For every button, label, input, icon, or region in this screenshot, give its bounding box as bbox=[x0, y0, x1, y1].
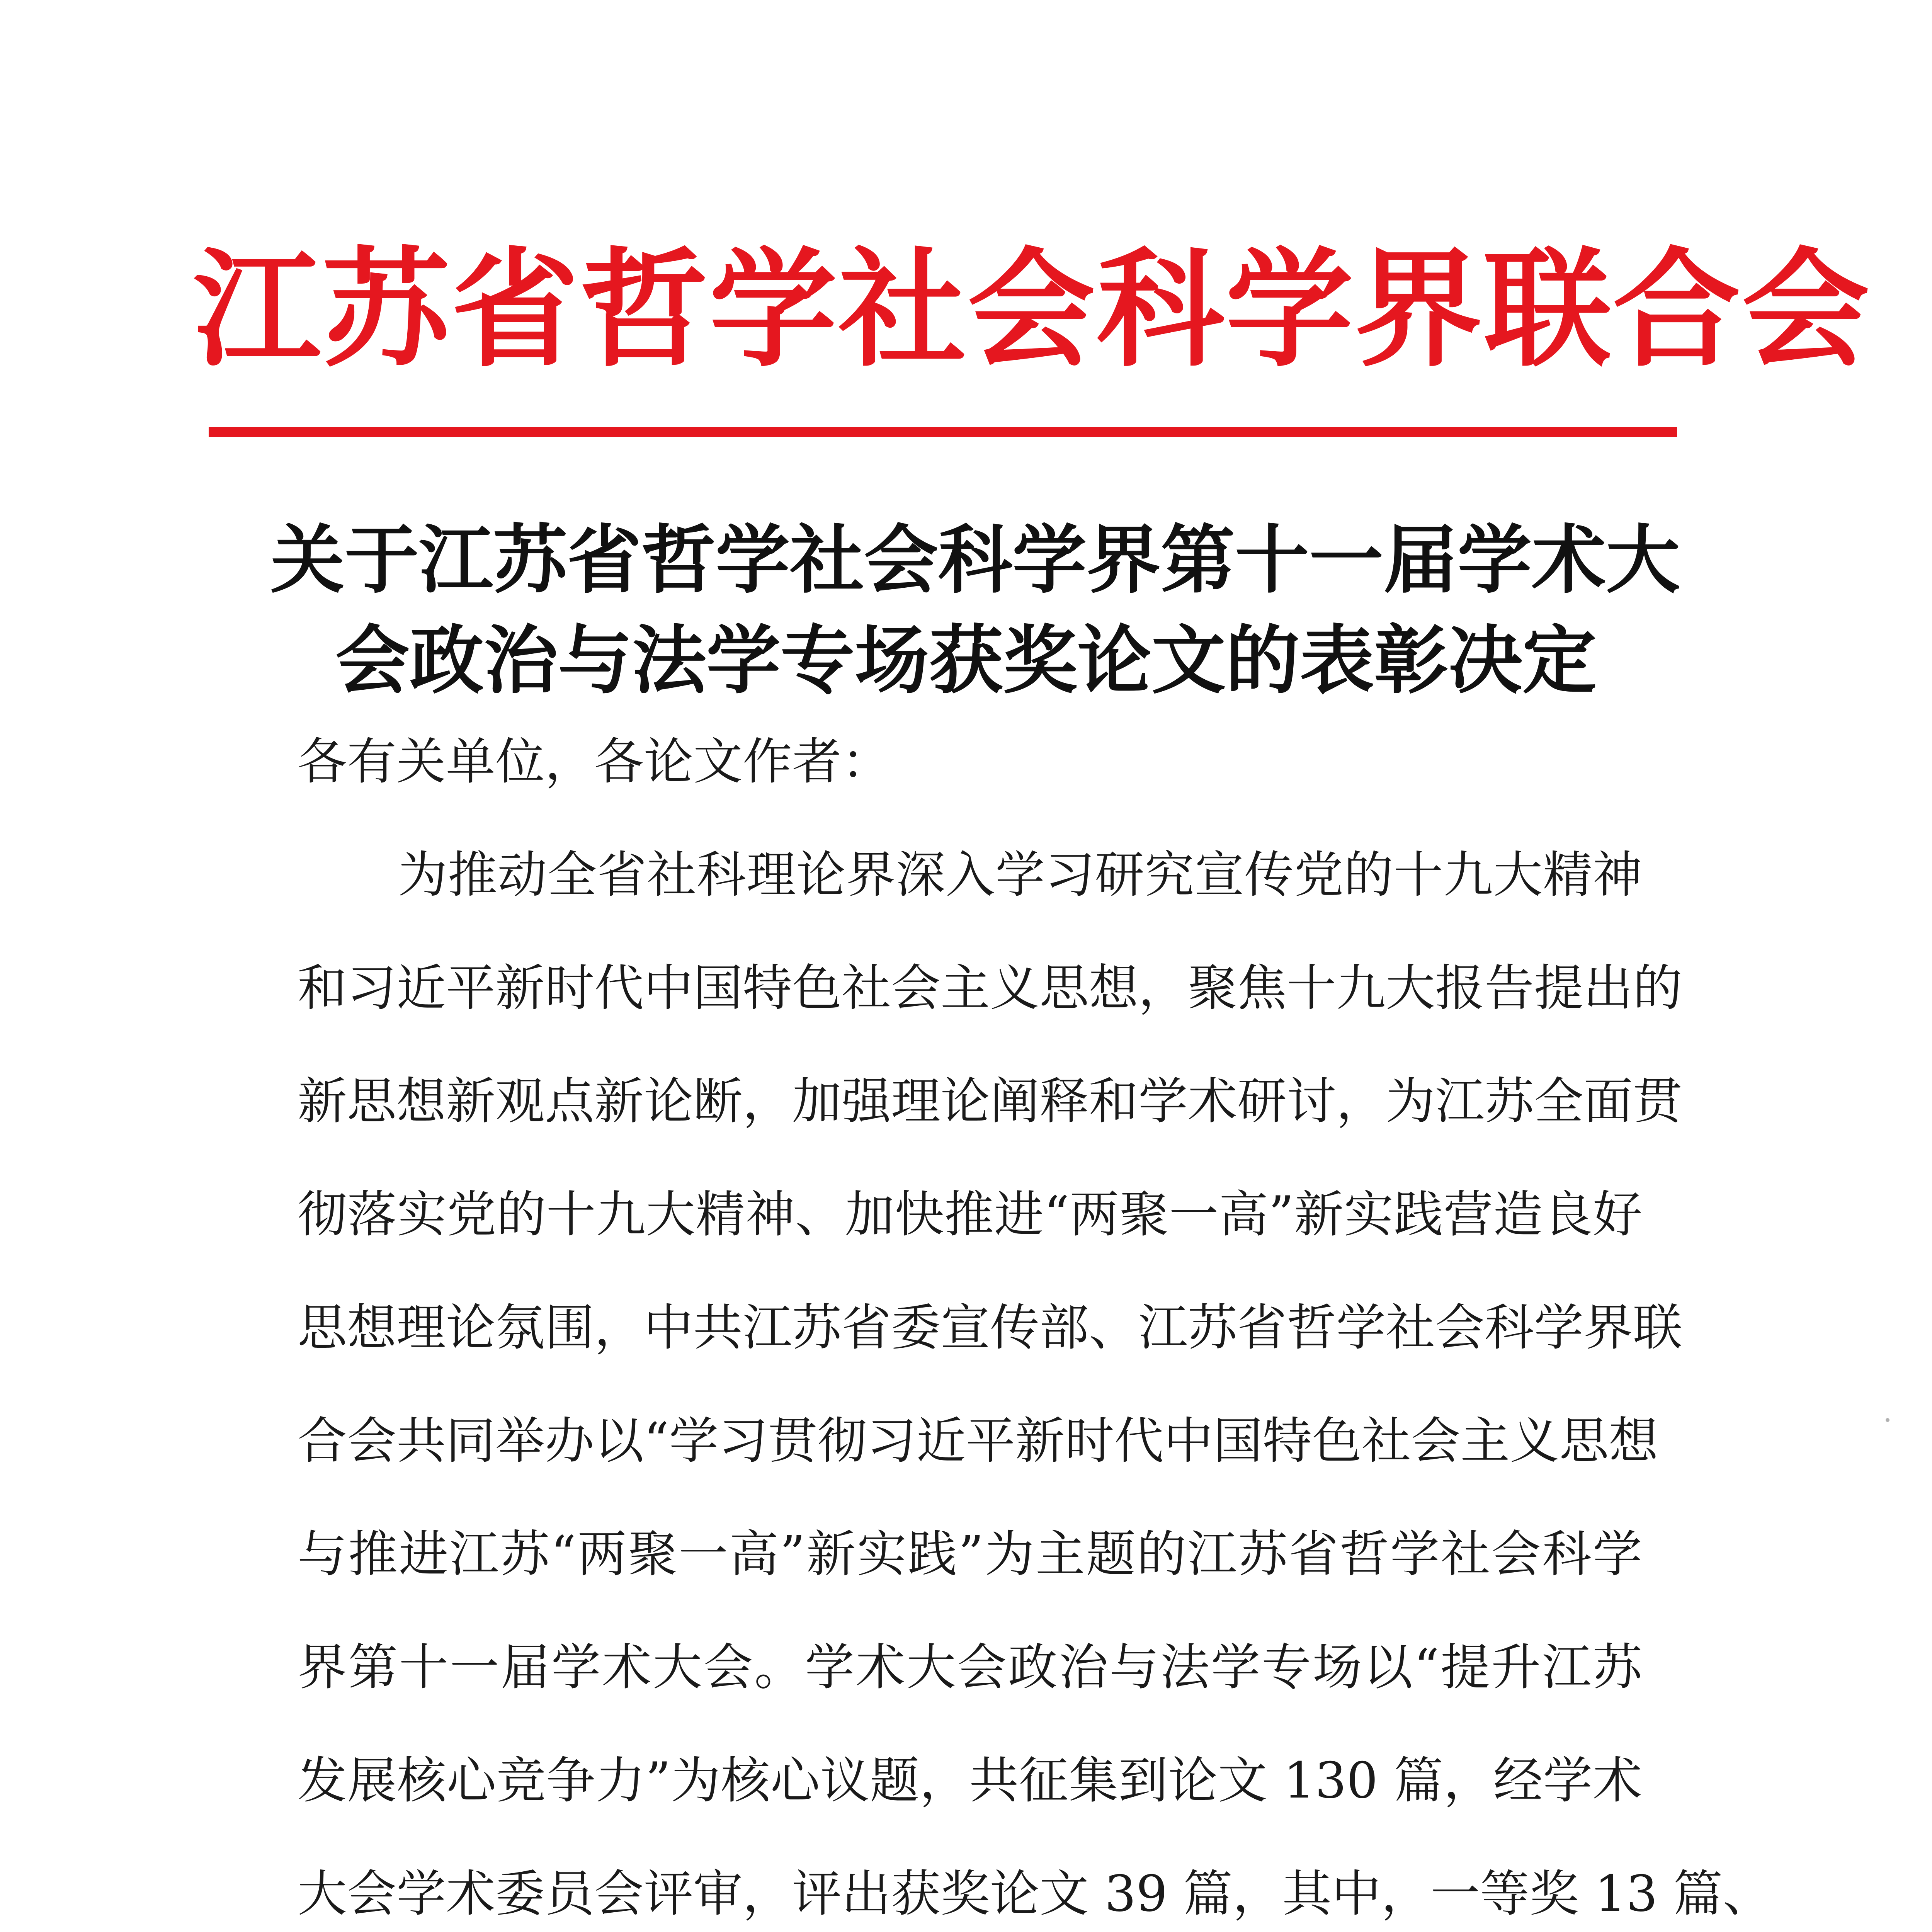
document-title-line-1: 关于江苏省哲学社会科学界第十一届学术大 bbox=[270, 517, 1680, 604]
body-line: 界第十一届学术大会。学术大会政治与法学专场以“提升江苏 bbox=[298, 1639, 1642, 1696]
body-line: 合会共同举办以“学习贯彻习近平新时代中国特色社会主义思想 bbox=[298, 1412, 1658, 1470]
body-line: 彻落实党的十九大精神、加快推进“两聚一高”新实践营造良好 bbox=[298, 1186, 1642, 1243]
body-line: 发展核心竞争力”为核心议题，共征集到论文 130 篇，经学术 bbox=[298, 1752, 1642, 1810]
body-line: 新思想新观点新论断，加强理论阐释和学术研讨，为江苏全面贯 bbox=[298, 1073, 1683, 1130]
body-line: 与推进江苏“两聚一高”新实践”为主题的江苏省哲学社会科学 bbox=[298, 1526, 1642, 1583]
document-body bbox=[298, 705, 1772, 1932]
salutation: 各有关单位，各论文作者： bbox=[298, 733, 891, 791]
body-line: 为推动全省社科理论界深入学习研究宣传党的十九大精神 bbox=[398, 846, 1642, 904]
body-line: 和习近平新时代中国特色社会主义思想，聚焦十九大报告提出的 bbox=[298, 959, 1683, 1017]
body-line: 大会学术委员会评审，评出获奖论文 39 篇，其中，一等奖 13 篇、 bbox=[298, 1865, 1772, 1923]
letterhead-red-rule bbox=[209, 427, 1677, 437]
document-title-line-2: 会政治与法学专场获奖论文的表彰决定 bbox=[335, 617, 1597, 704]
organization-letterhead: 江苏省哲学社会科学界联合会 bbox=[193, 234, 1871, 384]
scan-speck bbox=[1886, 1418, 1889, 1422]
document-title bbox=[270, 510, 1680, 711]
body-line: 思想理论氛围，中共江苏省委宣传部、江苏省哲学社会科学界联 bbox=[298, 1299, 1683, 1357]
